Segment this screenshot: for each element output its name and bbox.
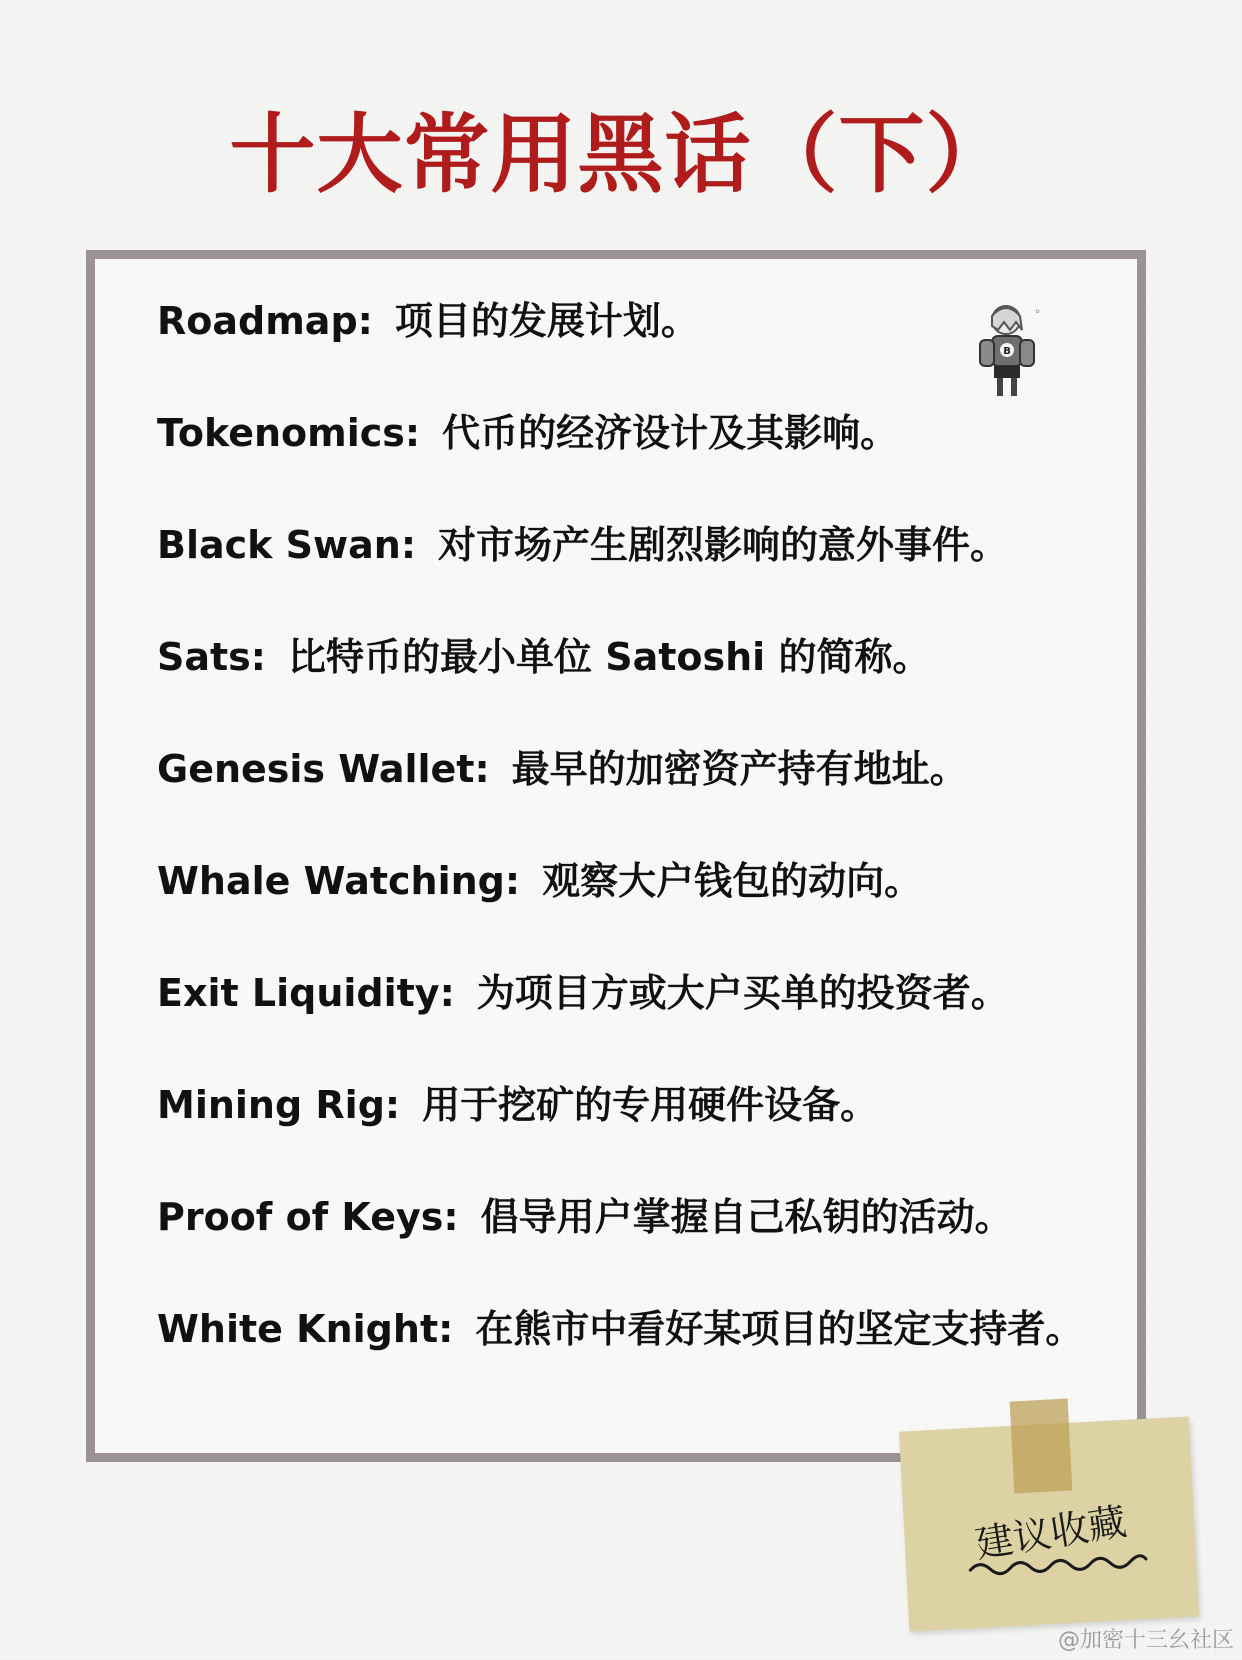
entry-definition: 代币的经济设计及其影响。 — [442, 411, 899, 455]
mascot-illustration — [970, 300, 1050, 400]
entry-definition: 为项目方或大户买单的投资者。 — [476, 971, 1009, 1015]
page-title: 十大常用黑话（下） — [229, 105, 1013, 205]
glossary-entry — [157, 713, 1117, 825]
entry-definition: 用于挖矿的专用硬件设备。 — [422, 1083, 879, 1127]
glossary-card — [86, 250, 1146, 1462]
glossary-entry — [157, 1049, 1117, 1161]
entry-term: Roadmap: — [157, 299, 373, 343]
entry-term: Mining Rig: — [157, 1083, 401, 1127]
watermark: @加密十三幺社区 — [1057, 1628, 1234, 1653]
entry-definition: 最早的加密资产持有地址。 — [511, 747, 968, 791]
tape-strip — [1010, 1399, 1073, 1494]
entry-term: Proof of Keys: — [157, 1195, 459, 1239]
glossary-entry — [157, 489, 1117, 601]
sticky-note-label: 建议收藏 — [972, 1499, 1130, 1567]
svg-text:ᵇ: ᵇ — [1036, 309, 1040, 319]
entry-definition: 对市场产生剧烈影响的意外事件。 — [438, 523, 1009, 567]
entry-term: Sats: — [157, 635, 266, 679]
entry-definition: 观察大户钱包的动向。 — [542, 859, 923, 903]
entry-term: Genesis Wallet: — [157, 747, 490, 791]
entry-term: Tokenomics: — [157, 411, 421, 455]
entry-term: White Knight: — [157, 1307, 454, 1351]
entry-definition: 倡导用户掌握自己私钥的活动。 — [480, 1195, 1013, 1239]
entry-term: Whale Watching: — [157, 859, 521, 903]
entry-term: Exit Liquidity: — [157, 971, 455, 1015]
glossary-entry — [157, 1161, 1117, 1273]
entry-term: Black Swan: — [157, 523, 417, 567]
glossary-entry — [157, 937, 1117, 1049]
entry-definition: 比特币的最小单位 Satoshi 的简称。 — [288, 635, 931, 679]
entry-definition: 在熊市中看好某项目的坚定支持者。 — [475, 1307, 1084, 1351]
mascot-badge: B — [1003, 346, 1011, 357]
glossary-entry — [157, 825, 1117, 937]
glossary-entry — [157, 1273, 1097, 1385]
glossary-entry — [157, 601, 1117, 713]
entry-definition: 项目的发展计划。 — [394, 299, 699, 343]
